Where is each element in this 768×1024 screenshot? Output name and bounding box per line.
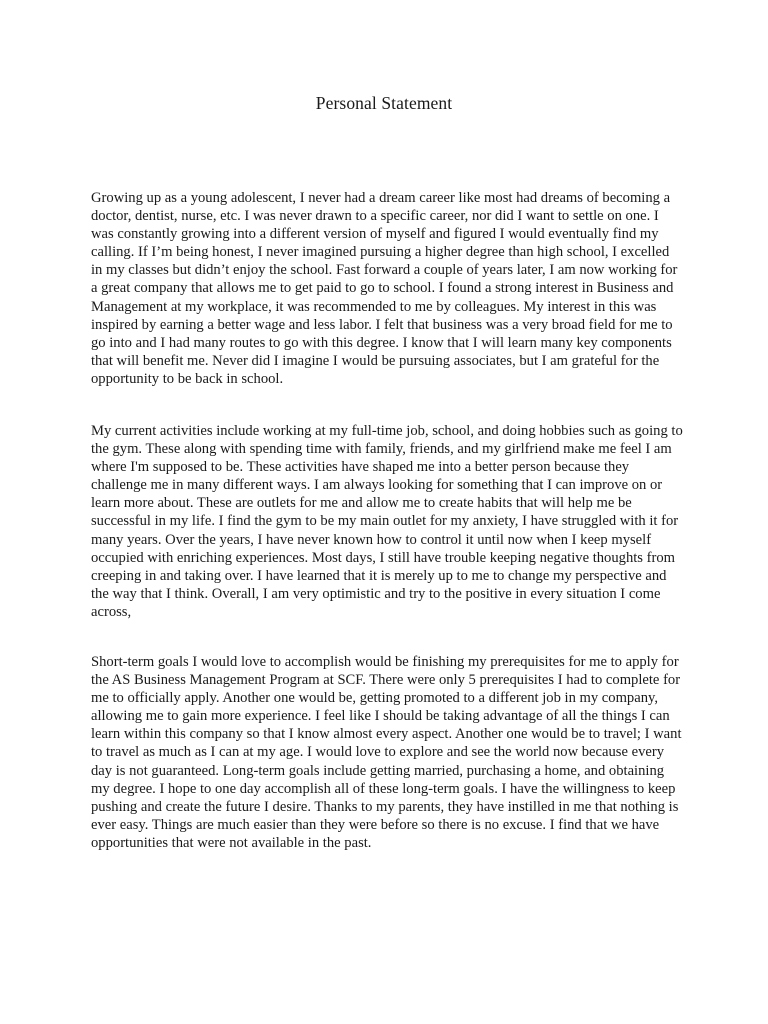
paragraph-current-activities: My current activities include working at my full-time job, school, and doing hobbies such as going to the gym. These along with spending time with family, friends, and my girlfriend make me feel I am where I'm supposed to be. These activities have shaped me into a better person because they challenge me in many different ways. I am always looking for something that I can improve on or learn more about. These are outlets for me and allow me to create habits that will help me be successful in my life. I find the gym to be my main outlet for my anxiety, I have struggled with it for many years. Over the years, I have never known how to control it until now when I keep myself occupied with enriching experiences. Most days, I still have trouble keeping negative thoughts from creeping in and taking over. I have learned that it is merely up to me to change my perspective and the way that I think. Overall, I am very optimistic and try to the positive in every situation I come across, [91, 423, 683, 620]
paragraph-career-background: Growing up as a young adolescent, I never had a dream career like most had dreams of becoming a doctor, dentist, nurse, etc. I was never drawn to a specific career, nor did I want to settle on one. I was constantly growing into a different version of myself and figured I would eventually find my calling. If I’m being honest, I never imagined pursuing a higher degree than high school, I excelled in my classes but didn’t enjoy the school. Fast forward a couple of years later, I am now working for a great company that allows me to get paid to go to school. I found a strong interest in Business and Management at my workplace, it was recommended to me by colleagues. My interest in this was inspired by earning a better wage and less labor. I felt that business was a very broad field for me to go into and I had many routes to go with this degree. I know that I will learn many key components that will benefit me. Never did I imagine I would be pursuing associates, but I am grateful for the opportunity to be back in school. [91, 190, 678, 387]
document-title: Personal Statement [315, 93, 453, 113]
paragraph-goals: Short-term goals I would love to accomplish would be finishing my prerequisites for me to apply for the AS Business Management Program at SCF. There were only 5 prerequisites I had to complete for me to officially apply. Another one would be, getting promoted to a different job in my company, allowing me to gain more experience. I feel like I should be taking advantage of all the things I can learn within this company so that I know almost every aspect. Another one would be to travel; I want to travel as much as I can at my age. I would love to explore and see the world now because every day is not guaranteed. Long-term goals include getting married, purchasing a home, and obtaining my degree. I hope to one day accomplish all of these long-term goals. I have the willingness to keep pushing and create the future I desire. Thanks to my parents, they have instilled in me that nothing is ever easy. Things are much easier than they were before so there is no excuse. I find that we have opportunities that were not available in the past. [91, 654, 682, 851]
